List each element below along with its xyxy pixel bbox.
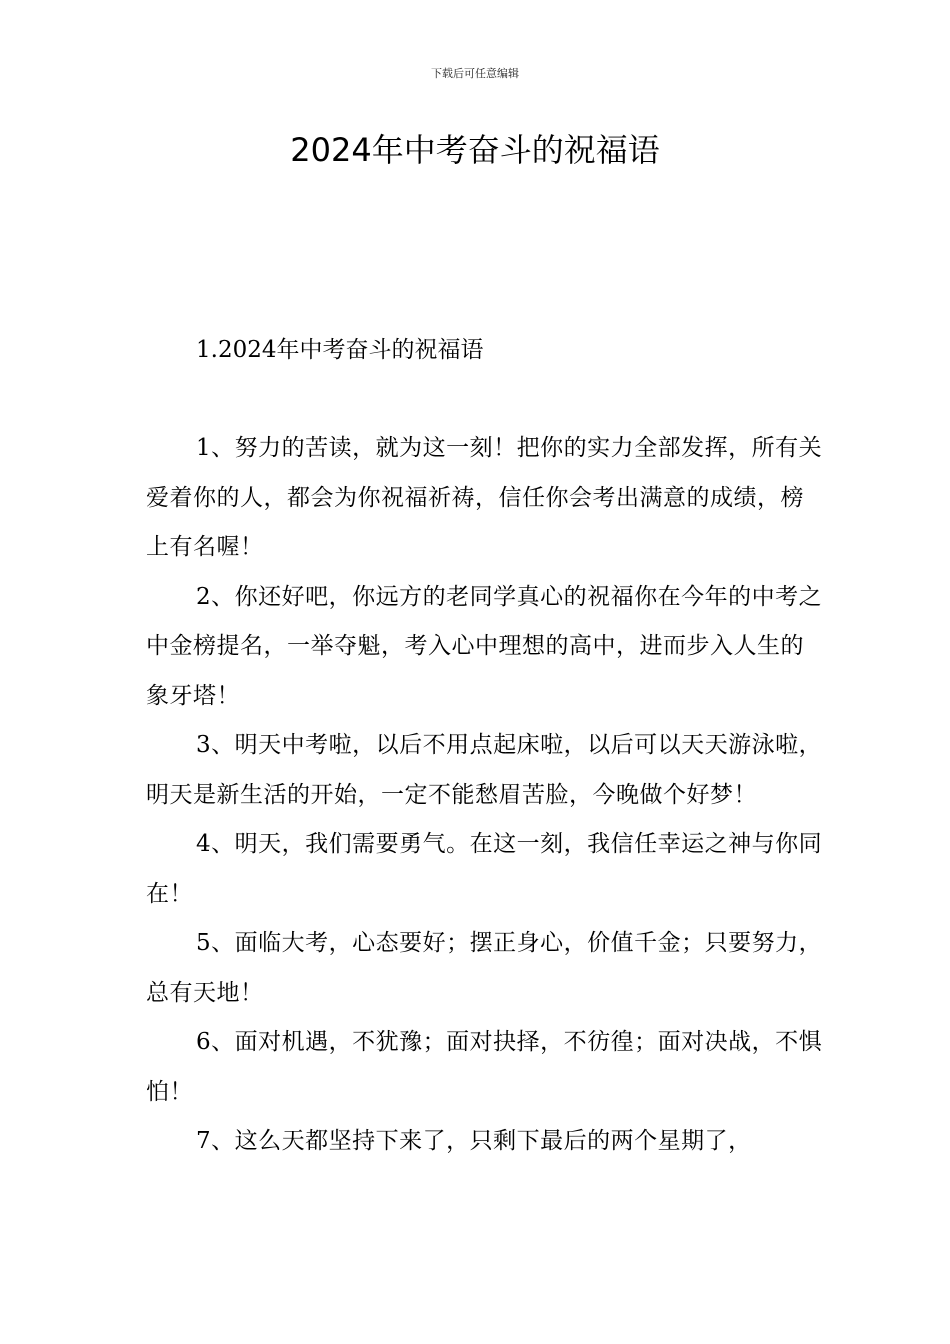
header-note: 下载后可任意编辑 [431, 67, 519, 80]
paragraph-1: 1、努力的苦读，就为这一刻！把你的实力全部发挥，所有关爱着你的人，都会为你祝福祈祷，信任你会考出满意的成绩，榜上有名喔！ [146, 435, 823, 560]
section-heading: 1.2024年中考奋斗的祝福语 [196, 337, 484, 363]
document-title: 2024年中考奋斗的祝福语 [290, 131, 660, 169]
paragraph-4: 4、明天，我们需要勇气。在这一刻，我信任幸运之神与你同在！ [146, 831, 823, 907]
paragraph-2: 2、你还好吧，你远方的老同学真心的祝福你在今年的中考之中金榜提名，一举夺魁，考入心中理想的高中，进而步入人生的象牙塔！ [146, 583, 823, 709]
paragraph-3: 3、明天中考啦，以后不用点起床啦，以后可以天天游泳啦，明天是新生活的开始，一定不能愁眉苦脸，今晚做个好梦！ [146, 732, 823, 808]
paragraph-5: 5、面临大考，心态要好；摆正身心，价值千金；只要努力，总有天地！ [146, 930, 823, 1006]
paragraph-6: 6、面对机遇，不犹豫；面对抉择，不彷徨；面对决战，不惧怕！ [146, 1029, 823, 1105]
document-body [146, 424, 826, 1167]
paragraph-7: 7、这么天都坚持下来了，只剩下最后的两个星期了， [196, 1128, 752, 1154]
